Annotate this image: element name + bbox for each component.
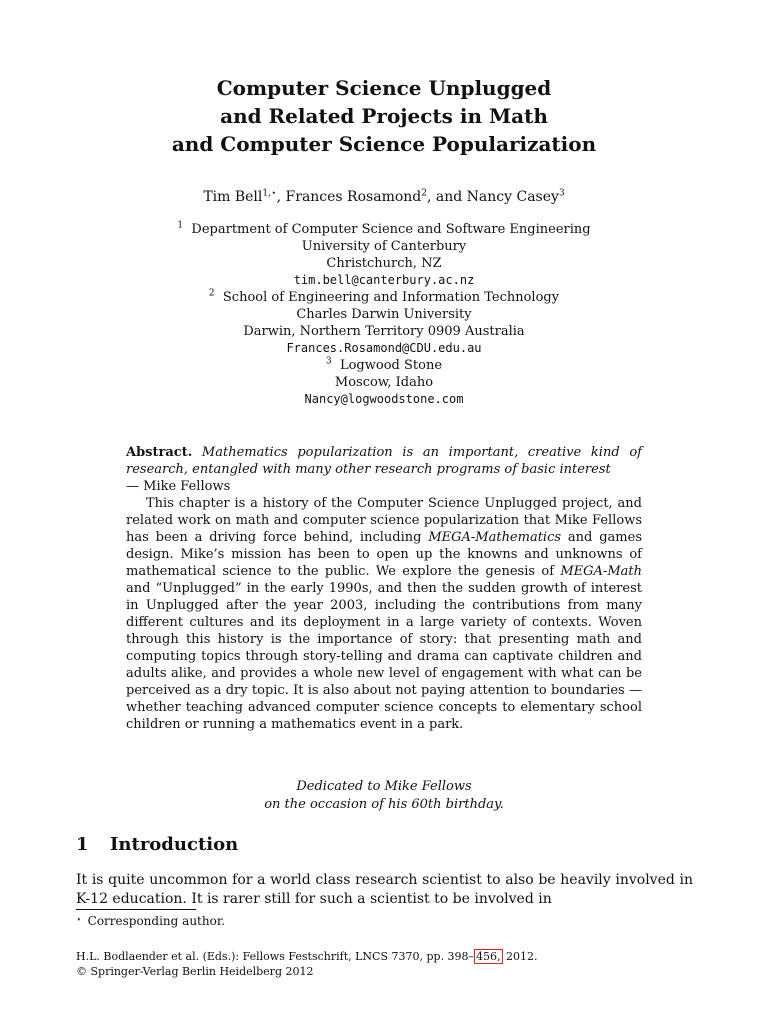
affiliation-text: Department of Computer Science and Software Engineering: [191, 222, 591, 237]
abstract-emphasis: MEGA-Math: [560, 564, 642, 579]
dedication-line: on the occasion of his 60th birthday.: [264, 797, 504, 812]
citation-text: H.L. Bodlaender et al. (Eds.): Fellows Festschrift, LNCS 7370, pp. 398–: [76, 950, 475, 963]
footnote-text: Corresponding author.: [87, 914, 226, 928]
affiliation-number: 3: [325, 356, 332, 367]
affiliation-line: [0, 357, 768, 374]
footnote-rule: [76, 909, 196, 910]
author-sup: 2: [421, 188, 427, 199]
dedication-line: Dedicated to Mike Fellows: [296, 779, 472, 794]
intro-text: It is quite uncommon for a world class research scientist to also be heavily involved in K-12 education. It is rarer still for such a scientist to be involved in: [76, 872, 693, 907]
affiliation-line: [0, 221, 768, 238]
affiliation-text: Logwood Stone: [339, 358, 443, 373]
citation-line: [76, 949, 538, 964]
affiliations: [0, 221, 768, 408]
section-title: Introduction: [110, 834, 239, 855]
paper-title: [0, 74, 768, 158]
abstract-text: and games design. Mike’s mission has been to open up the knowns and unknowns of mathematical science to the public. We explore the genesis of: [126, 530, 642, 579]
citation-text: 2012.: [502, 950, 538, 963]
affiliation-line: University of Canterbury: [301, 239, 467, 254]
abstract-epigraph: [126, 444, 642, 495]
section-number: 1: [76, 834, 89, 855]
affiliation-number: 1: [177, 220, 184, 231]
intro-paragraph: [76, 871, 693, 909]
affiliation-line: Charles Darwin University: [296, 307, 472, 322]
abstract-text: and “Unplugged” in the early 1990s, and then the sudden growth of interest in Unplugged after the year 2003, including the contributions from many different cultures and its deployment in a large variety of contexts. Woven through this history is the importance of story: that presenting math and computing topics through story-telling and drama can captivate children and adults alike, and provides a whole new level of engagement with what can be perceived as a dry topic. It is also about not paying attention to boundaries — whether teaching advanced computer science concepts to elementary school children or running a mathematics event in a park.: [126, 581, 642, 732]
affiliation-line: Moscow, Idaho: [334, 375, 434, 390]
title-line: Computer Science Unplugged: [216, 76, 552, 100]
abstract-quote: Mathematics popularization is an important, creative kind of research, entangled with many other research programs of basic interest: [126, 445, 642, 477]
author-separator: ,: [276, 189, 286, 205]
title-line: and Computer Science Popularization: [171, 132, 597, 156]
email-address[interactable]: tim.bell@canterbury.ac.nz: [293, 273, 475, 287]
affiliation-line: Christchurch, NZ: [326, 256, 442, 271]
affiliation-text: School of Engineering and Information Technology: [222, 290, 560, 305]
author-name: Nancy Casey: [466, 189, 559, 205]
abstract-quote-attribution: — Mike Fellows: [126, 479, 231, 494]
author-name: Tim Bell: [203, 189, 263, 205]
title-line: and Related Projects in Math: [220, 104, 548, 128]
abstract-label: Abstract.: [126, 445, 193, 460]
page-link[interactable]: 456,: [476, 950, 501, 963]
author-list: [0, 189, 768, 205]
author-name: Frances Rosamond: [285, 189, 422, 205]
section-heading: [76, 834, 238, 855]
dedication: [0, 778, 768, 814]
affiliation-line: Darwin, Northern Territory 0909 Australia: [243, 324, 525, 339]
abstract-text: This chapter is a history of the Computer Science Unplugged project, and related work on math and computer science popularization that Mike Fellows has been a driving force behind, including: [126, 496, 642, 545]
footnote: [76, 914, 225, 928]
abstract-body: [126, 495, 642, 733]
citation: [76, 949, 538, 979]
author-sup: 3: [558, 188, 565, 199]
footnote-mark: ⋆: [76, 915, 82, 925]
affiliation-number: 2: [208, 288, 215, 299]
abstract: [126, 444, 642, 733]
abstract-emphasis: MEGA-Mathematics: [428, 530, 562, 545]
author-separator: , and: [426, 189, 467, 205]
email-address[interactable]: Nancy@logwoodstone.com: [304, 392, 464, 406]
copyright-line: © Springer-Verlag Berlin Heidelberg 2012: [76, 965, 314, 978]
author-sup: 1,⋆: [262, 188, 277, 199]
affiliation-line: [0, 289, 768, 306]
email-address[interactable]: Frances.Rosamond@CDU.edu.au: [286, 341, 482, 355]
